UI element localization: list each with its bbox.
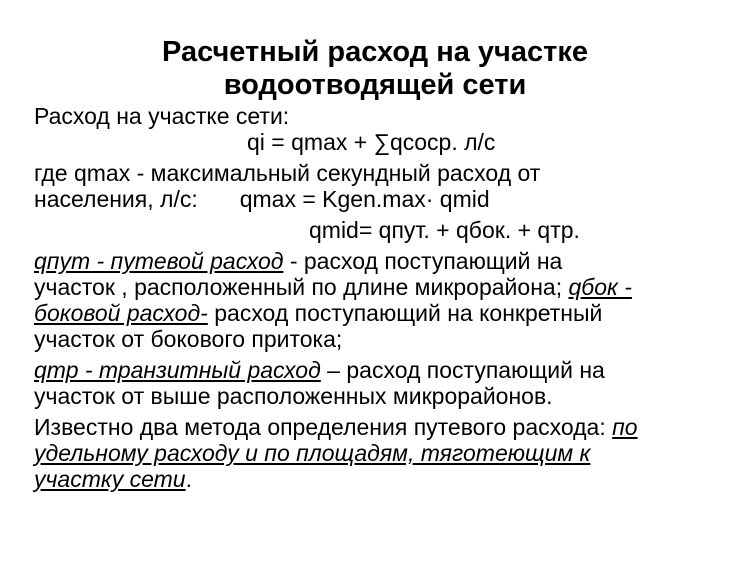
para-qtr-line-2: участок от выше расположенных микрорайонов.	[34, 383, 553, 409]
where-line-2	[34, 186, 734, 212]
formula-qi: qi = qmax + ∑qcocp. л/с	[247, 129, 496, 155]
para-methods-line-2	[34, 440, 734, 466]
para-qput-line-3	[34, 300, 734, 326]
term-qtr: qтр - транзитный расход	[34, 357, 321, 383]
term-qput: qпут - путевой расход	[34, 248, 284, 274]
intro-text: Расход на участке сети:	[34, 103, 290, 129]
para-qtr-rest: – расход поступающий на	[320, 357, 605, 383]
para-qtr-line-1	[34, 357, 734, 383]
title-line-2: водоотводящей сети	[223, 69, 527, 101]
para-qput-line-2	[34, 274, 734, 300]
para-qput-line-1	[34, 248, 734, 274]
formula-qmid: qmid= qпут. + qбок. + qтр.	[309, 217, 580, 243]
term-qbok-start: qбок -	[568, 274, 632, 300]
para-qbok-rest: расход поступающий на конкретный	[207, 300, 603, 326]
where-line-2-text: населения, л/с:	[34, 186, 198, 212]
title-line-1: Расчетный расход на участке	[162, 36, 588, 68]
term-qbok-end: боковой расход-	[34, 300, 208, 326]
para-methods-period: .	[185, 466, 192, 492]
where-line-1: где qmax - максимальный секундный расход от	[34, 160, 541, 186]
term-methods-start: по	[612, 414, 638, 440]
para-qput-line-2-text: участок , расположенный по длине микрорайона;	[34, 274, 569, 300]
formula-qmax: qmax = Kgen.max· qmid	[239, 186, 490, 212]
para-methods-line-1	[34, 414, 734, 440]
para-qput-line-4: участок от бокового притока;	[34, 326, 343, 352]
slide-title	[0, 36, 750, 102]
para-qput-rest: - расход поступающий на	[283, 248, 563, 274]
term-methods-middle: удельному расходу и по площадям, тяготеющим к	[34, 440, 591, 466]
para-methods-text: Известно два метода определения путевого расхода:	[34, 414, 613, 440]
term-methods-end: участку сети	[34, 466, 186, 492]
para-methods-line-3	[34, 466, 734, 492]
slide-body	[34, 103, 734, 492]
